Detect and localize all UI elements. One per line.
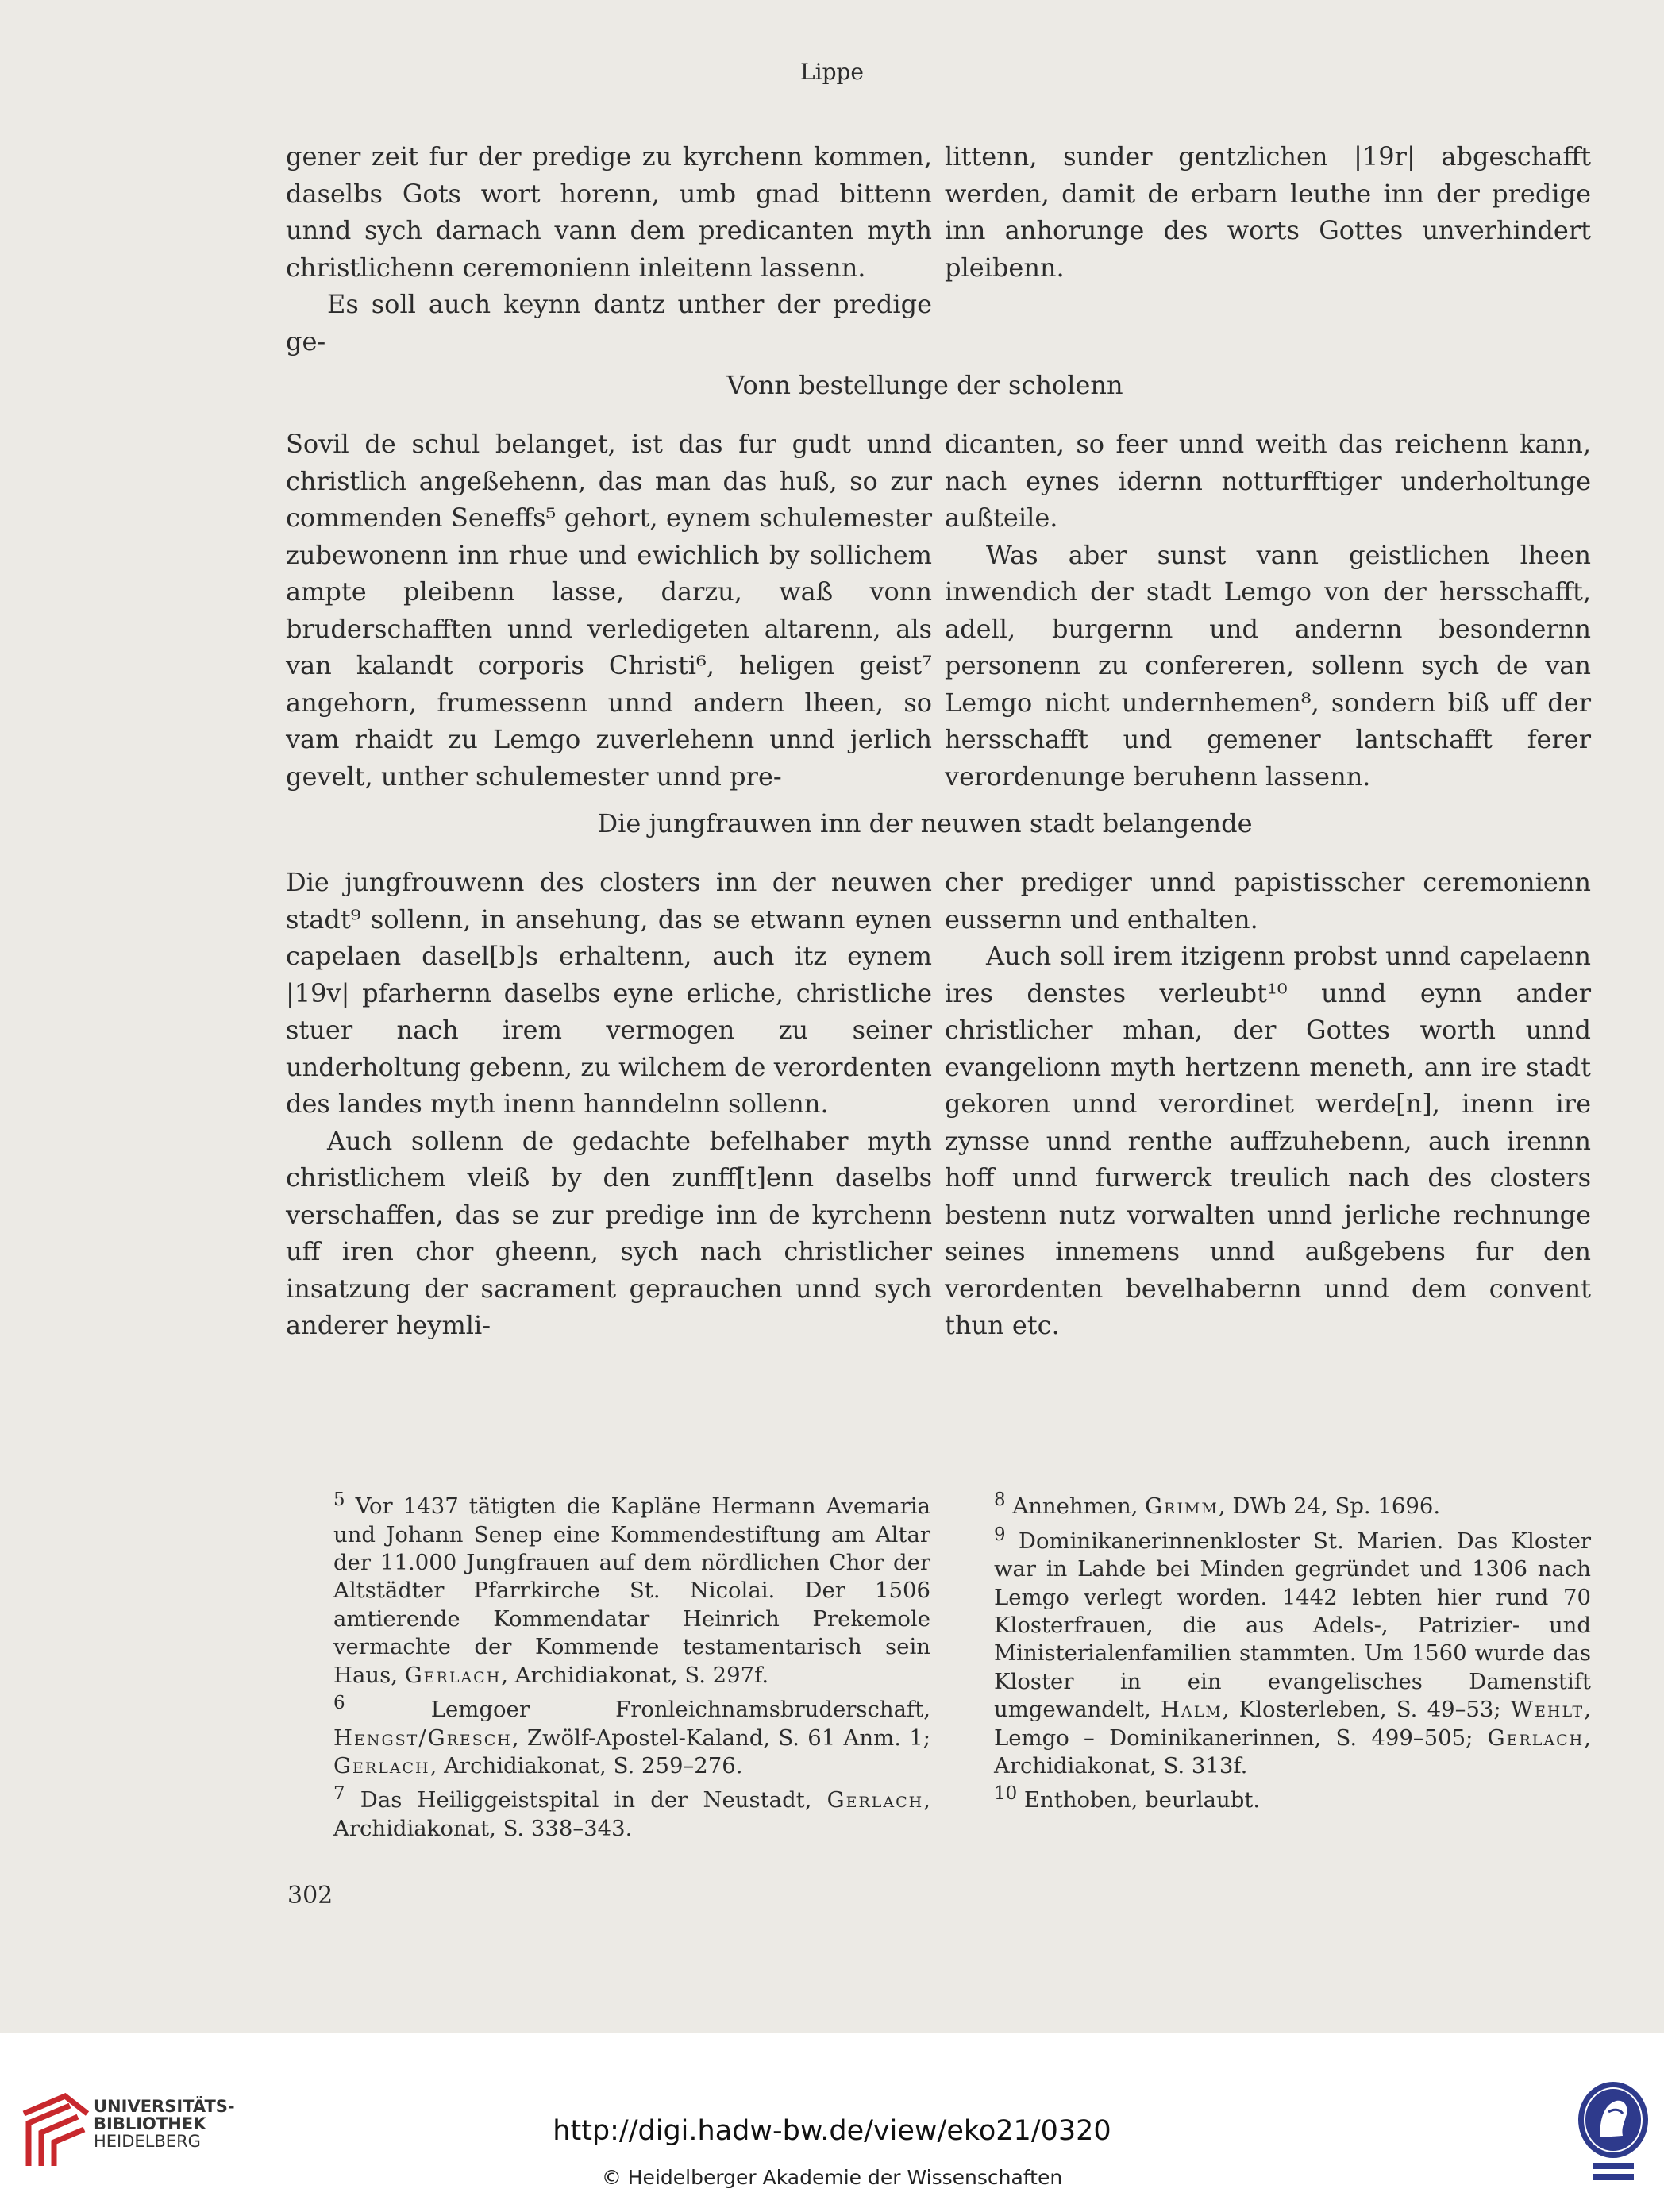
paragraph: Sovil de schul belanget, ist das fur gudt unnd christlich angeßehenn, das man das huß, so zur commenden Seneffs⁵ gehort, eynem schulemester zubewonenn inn rhue und ewichlich by sollichem ampte pleibenn lasse, darzu, waß vonn bruderschafften unnd verledigeten altarenn, als van kalandt corporis Christi⁶, heligen geist⁷ angehorn, frumessenn unnd andern lheen, so vam rhaidt zu Lemgo zuverlehenn unnd jerlich gevelt, unther schulemester unnd pre- — [286, 429, 932, 792]
paragraph: Es soll auch keynn dantz unther der predige ge- — [286, 289, 932, 356]
academy-seal-icon — [1577, 2080, 1650, 2191]
paragraph: littenn, sunder gentzlichen |19r| abgeschafft werden, damit de erbarn leuthe inn der predige inn anhorunge des worts Gottes unverhindert pleibenn. — [945, 141, 1591, 283]
section2-left-column — [286, 426, 932, 795]
paragraph: Auch soll irem itzigenn probst unnd capelaenn ires denstes verleubt¹⁰ unnd eynn ander christlicher mhan, der Gottes worth unnd evangelionn myth hertzenn meneth, ann ire stadt gekoren unnd verordinet werde[n], inenn ire zynsse unnd renthe auffzuhebenn, auch irennn hoff unnd furwerck treulich nach des closters bestenn nutz vorwalten unnd jerliche rechnunge seines innemens unnd außgebens fur den verordenten bevelhabernn unnd dem convent thun etc. — [945, 941, 1591, 1340]
section2-right-column — [945, 426, 1591, 795]
paragraph: gener zeit fur der predige zu kyrchenn kommen, daselbs Gots wort horenn, umb gnad bittenn unnd sych darnach vann dem predicanten myth christlichenn ceremonienn inleitenn lassenn. — [286, 141, 932, 283]
footnote-5: $^5$ Vor 1437 tätigten die Kapläne Hermann Avemaria und Johann Senep eine Kommendestiftung am Altar der 11.000 Jungfrauen auf dem nördlichen Chor der Altstädter Pfarrkirche St. Nicolai. Der 1506 amtierende Kommendatar Heinrich Prekemole vermachte der Kommende testamentarisch sein Haus, Gerlach, Archidiakonat, S. 297f. — [333, 1489, 930, 1688]
footnotes-left — [333, 1486, 930, 1843]
library-name: UNIVERSITÄTS- BIBLIOTHEK HEIDELBERG — [94, 2097, 235, 2151]
section1-left-column — [286, 138, 932, 360]
section-title-scholenn: Vonn bestellunge der scholenn — [726, 370, 1123, 400]
copyright-notice: © Heidelberger Akademie der Wissenschaften — [601, 2166, 1063, 2189]
paragraph: dicanten, so feer unnd weith das reichenn kann, nach eynes idernn notturfftiger underholtunge außteile. — [945, 429, 1591, 533]
paragraph: cher prediger unnd papistisscher ceremonienn eussernn und enthalten. — [945, 867, 1591, 935]
footnote-6: $^6$ Lemgoer Fronleichnamsbruderschaft, Hengst/Gresch, Zwölf-Apostel-Kaland, S. 61 Anm. 1; Gerlach, Archidiakonat, S. 259–276. — [333, 1693, 930, 1778]
section3-left-column — [286, 864, 932, 1344]
paragraph: Was aber sunst vann geistlichen lheen inwendich der stadt Lemgo von der hersschafft, adell, burgernn und andernn besondernn personenn zu confereren, sollenn sych de van Lemgo nicht undernhemen⁸, sondern biß uff der hersschafft und gemener lantschafft ferer verordenunge beruhenn lassenn. — [945, 539, 1591, 792]
paragraph: Die jungfrouwenn des closters inn der neuwen stadt⁹ sollenn, in ansehung, das se etwann eynen capelaen dasel[b]s erhaltenn, auch itz eynem |19v| pfarhernn daselbs eyne erliche, christliche stuer nach irem vermogen zu seiner underholtung gebenn, zu wilchem de verordenten des landes myth inenn hanndelnn sollenn. — [286, 867, 932, 1119]
footnote-8: $^8$ Annehmen, Grimm, DWb 24, Sp. 1696. — [994, 1489, 1441, 1520]
section3-right-column — [945, 864, 1591, 1344]
footnote-10: $^{10}$ Enthoben, beurlaubt. — [994, 1783, 1261, 1813]
paragraph: Auch sollenn de gedachte befelhaber myth christlichem vleiß by den zunff[t]enn daselbs verschaffen, das se zur predige inn de kyrchenn uff iren chor gheenn, sych nach christlicher insatzung der sacrament geprauchen unnd sych anderer heymli- — [286, 1125, 932, 1340]
footnotes-right — [994, 1486, 1591, 1815]
section-title-jungfrauwen: Die jungfrauwen inn der neuwen stadt belangende — [597, 808, 1253, 838]
permalink-url[interactable]: http://digi.hadw-bw.de/view/eko21/0320 — [553, 2115, 1111, 2147]
footnote-9: $^9$ Dominikanerinnenkloster St. Marien. Das Kloster war in Lahde bei Minden gegründet und 1306 nach Lemgo verlegt worden. 1442 lebten hier rund 70 Klosterfrauen, die aus Adels-, Patrizier- und Ministerialenfamilien stammten. Um 1560 wurde das Kloster in ein evangelisches Damenstift umgewandelt, Halm, Klosterleben, S. 49–53; Wehlt, Lemgo – Dominikanerinnen, S. 499–505; Gerlach, Archidiakonat, S. 313f. — [994, 1524, 1591, 1778]
page-number: 302 — [287, 1882, 333, 1909]
footnote-7: $^7$ Das Heiliggeistspital in der Neustadt, Gerlach, Archidiakonat, S. 338–343. — [333, 1783, 930, 1841]
running-head: Lippe — [800, 59, 864, 85]
section1-right-column — [945, 138, 1591, 286]
